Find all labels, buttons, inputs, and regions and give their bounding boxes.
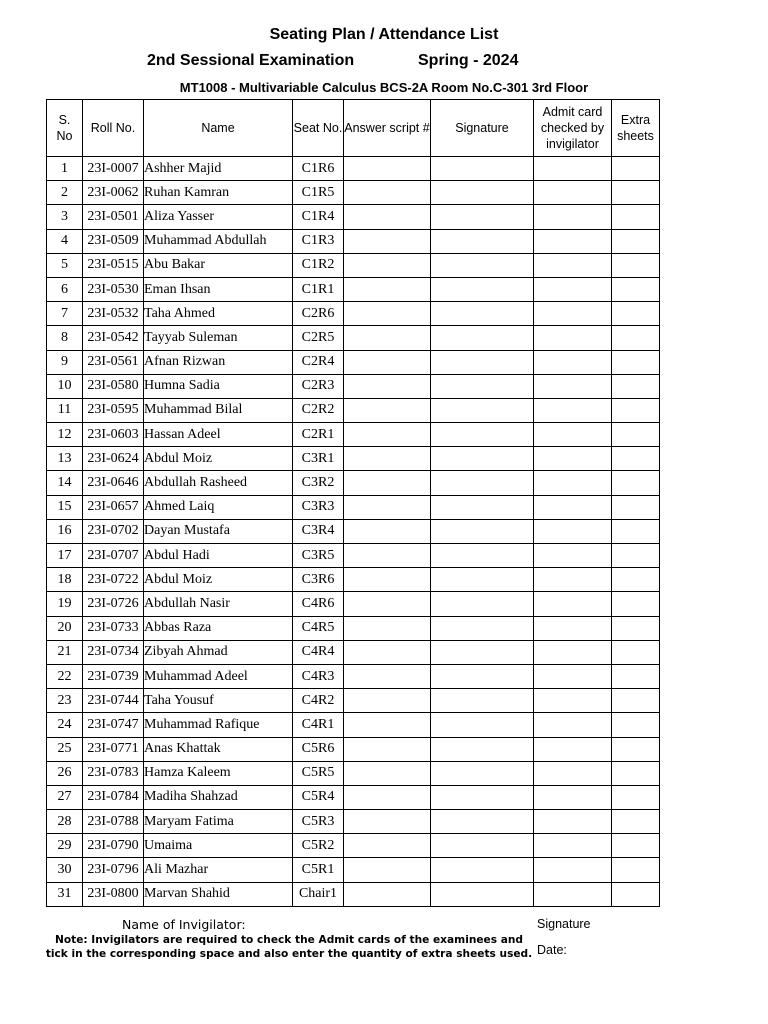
extra-sheets-cell (612, 737, 660, 761)
admit-card-cell (534, 398, 612, 422)
signature-cell (431, 737, 534, 761)
table-row (47, 423, 660, 447)
seat-number-cell: C4R3 (293, 664, 344, 688)
table-row (47, 181, 660, 205)
signature-cell (431, 302, 534, 326)
header-answer-script: Answer script # (344, 100, 431, 157)
admit-card-cell (534, 205, 612, 229)
table-row (47, 640, 660, 664)
roll-number-cell: 23I-0726 (83, 592, 144, 616)
serial-number-cell: 29 (47, 834, 83, 858)
table-row (47, 713, 660, 737)
admit-card-cell (534, 713, 612, 737)
admit-card-cell (534, 834, 612, 858)
answer-script-cell (344, 157, 431, 181)
answer-script-cell (344, 495, 431, 519)
roll-number-cell: 23I-0739 (83, 664, 144, 688)
table-row (47, 785, 660, 809)
extra-sheets-cell (612, 277, 660, 301)
extra-sheets-cell (612, 253, 660, 277)
admit-card-cell (534, 495, 612, 519)
seat-number-cell: Chair1 (293, 882, 344, 906)
answer-script-cell (344, 785, 431, 809)
header-admit-card: Admit card checked by invigilator (534, 100, 612, 157)
serial-number-cell: 7 (47, 302, 83, 326)
roll-number-cell: 23I-0747 (83, 713, 144, 737)
extra-sheets-cell (612, 374, 660, 398)
student-name-cell: Anas Khattak (144, 737, 293, 761)
serial-number-cell: 12 (47, 423, 83, 447)
serial-number-cell: 22 (47, 664, 83, 688)
signature-cell (431, 785, 534, 809)
roll-number-cell: 23I-0646 (83, 471, 144, 495)
invigilator-note-line-1: Note: Invigilators are required to check the Admit cards of the examinees and (54, 934, 524, 946)
answer-script-cell (344, 640, 431, 664)
signature-cell (431, 640, 534, 664)
serial-number-cell: 3 (47, 205, 83, 229)
seat-number-cell: C4R5 (293, 616, 344, 640)
table-header-row (47, 100, 660, 157)
extra-sheets-cell (612, 398, 660, 422)
admit-card-cell (534, 689, 612, 713)
signature-cell (431, 471, 534, 495)
table-row (47, 834, 660, 858)
seat-number-cell: C1R1 (293, 277, 344, 301)
serial-number-cell: 2 (47, 181, 83, 205)
student-name-cell: Ruhan Kamran (144, 181, 293, 205)
student-name-cell: Ali Mazhar (144, 858, 293, 882)
seat-number-cell: C4R2 (293, 689, 344, 713)
roll-number-cell: 23I-0790 (83, 834, 144, 858)
student-name-cell: Ashher Majid (144, 157, 293, 181)
student-name-cell: Zibyah Ahmad (144, 640, 293, 664)
table-row (47, 350, 660, 374)
seat-number-cell: C2R3 (293, 374, 344, 398)
seat-number-cell: C2R2 (293, 398, 344, 422)
admit-card-cell (534, 423, 612, 447)
signature-cell (431, 398, 534, 422)
roll-number-cell: 23I-0501 (83, 205, 144, 229)
roll-number-cell: 23I-0530 (83, 277, 144, 301)
seat-number-cell: C1R6 (293, 157, 344, 181)
answer-script-cell (344, 229, 431, 253)
admit-card-cell (534, 640, 612, 664)
roll-number-cell: 23I-0784 (83, 785, 144, 809)
answer-script-cell (344, 713, 431, 737)
roll-number-cell: 23I-0707 (83, 544, 144, 568)
answer-script-cell (344, 689, 431, 713)
extra-sheets-cell (612, 350, 660, 374)
admit-card-cell (534, 471, 612, 495)
table-row (47, 374, 660, 398)
admit-card-cell (534, 519, 612, 543)
signature-cell (431, 882, 534, 906)
serial-number-cell: 8 (47, 326, 83, 350)
extra-sheets-cell (612, 785, 660, 809)
student-name-cell: Abdul Moiz (144, 447, 293, 471)
header-roll-no: Roll No. (83, 100, 144, 157)
seat-number-cell: C3R2 (293, 471, 344, 495)
signature-cell (431, 157, 534, 181)
signature-cell (431, 713, 534, 737)
extra-sheets-cell (612, 640, 660, 664)
header-seat-no: Seat No. (293, 100, 344, 157)
signature-cell (431, 374, 534, 398)
signature-cell (431, 326, 534, 350)
seat-number-cell: C2R6 (293, 302, 344, 326)
seat-number-cell: C3R1 (293, 447, 344, 471)
seat-number-cell: C5R2 (293, 834, 344, 858)
admit-card-cell (534, 229, 612, 253)
answer-script-cell (344, 544, 431, 568)
student-name-cell: Humna Sadia (144, 374, 293, 398)
signature-cell (431, 205, 534, 229)
table-row (47, 302, 660, 326)
extra-sheets-cell (612, 205, 660, 229)
answer-script-cell (344, 277, 431, 301)
serial-number-cell: 14 (47, 471, 83, 495)
seat-number-cell: C3R6 (293, 568, 344, 592)
seat-number-cell: C5R1 (293, 858, 344, 882)
answer-script-cell (344, 858, 431, 882)
admit-card-cell (534, 326, 612, 350)
serial-number-cell: 19 (47, 592, 83, 616)
roll-number-cell: 23I-0796 (83, 858, 144, 882)
roll-number-cell: 23I-0800 (83, 882, 144, 906)
signature-cell (431, 761, 534, 785)
extra-sheets-cell (612, 519, 660, 543)
signature-cell (431, 350, 534, 374)
serial-number-cell: 16 (47, 519, 83, 543)
answer-script-cell (344, 810, 431, 834)
answer-script-cell (344, 253, 431, 277)
signature-cell (431, 495, 534, 519)
answer-script-cell (344, 882, 431, 906)
signature-cell (431, 592, 534, 616)
answer-script-cell (344, 519, 431, 543)
student-name-cell: Taha Yousuf (144, 689, 293, 713)
signature-cell (431, 229, 534, 253)
roll-number-cell: 23I-0561 (83, 350, 144, 374)
admit-card-cell (534, 302, 612, 326)
extra-sheets-cell (612, 810, 660, 834)
header-signature: Signature (431, 100, 534, 157)
student-name-cell: Umaima (144, 834, 293, 858)
roll-number-cell: 23I-0509 (83, 229, 144, 253)
admit-card-cell (534, 882, 612, 906)
admit-card-cell (534, 181, 612, 205)
signature-cell (431, 253, 534, 277)
admit-card-cell (534, 616, 612, 640)
student-name-cell: Abbas Raza (144, 616, 293, 640)
student-name-cell: Abdul Hadi (144, 544, 293, 568)
extra-sheets-cell (612, 471, 660, 495)
signature-cell (431, 277, 534, 301)
seat-number-cell: C1R2 (293, 253, 344, 277)
answer-script-cell (344, 181, 431, 205)
attendance-table (46, 99, 660, 907)
signature-cell (431, 181, 534, 205)
signature-cell (431, 544, 534, 568)
student-name-cell: Aliza Yasser (144, 205, 293, 229)
serial-number-cell: 9 (47, 350, 83, 374)
student-name-cell: Muhammad Abdullah (144, 229, 293, 253)
serial-number-cell: 21 (47, 640, 83, 664)
invigilator-name-label: Name of Invigilator: (122, 917, 246, 932)
extra-sheets-cell (612, 326, 660, 350)
extra-sheets-cell (612, 495, 660, 519)
admit-card-cell (534, 568, 612, 592)
student-name-cell: Hamza Kaleem (144, 761, 293, 785)
serial-number-cell: 18 (47, 568, 83, 592)
extra-sheets-cell (612, 713, 660, 737)
answer-script-cell (344, 326, 431, 350)
serial-number-cell: 20 (47, 616, 83, 640)
student-name-cell: Abdullah Nasir (144, 592, 293, 616)
serial-number-cell: 15 (47, 495, 83, 519)
answer-script-cell (344, 568, 431, 592)
admit-card-cell (534, 374, 612, 398)
answer-script-cell (344, 302, 431, 326)
roll-number-cell: 23I-0007 (83, 157, 144, 181)
seat-number-cell: C3R5 (293, 544, 344, 568)
roll-number-cell: 23I-0744 (83, 689, 144, 713)
answer-script-cell (344, 350, 431, 374)
student-name-cell: Abdullah Rasheed (144, 471, 293, 495)
header-extra-sheets: Extra sheets (612, 100, 660, 157)
table-row (47, 664, 660, 688)
roll-number-cell: 23I-0734 (83, 640, 144, 664)
answer-script-cell (344, 447, 431, 471)
admit-card-cell (534, 277, 612, 301)
extra-sheets-cell (612, 761, 660, 785)
student-name-cell: Taha Ahmed (144, 302, 293, 326)
signature-cell (431, 519, 534, 543)
roll-number-cell: 23I-0595 (83, 398, 144, 422)
student-name-cell: Eman Ihsan (144, 277, 293, 301)
signature-cell (431, 810, 534, 834)
answer-script-cell (344, 205, 431, 229)
student-name-cell: Maryam Fatima (144, 810, 293, 834)
signature-cell (431, 834, 534, 858)
student-name-cell: Abdul Moiz (144, 568, 293, 592)
roll-number-cell: 23I-0733 (83, 616, 144, 640)
extra-sheets-cell (612, 616, 660, 640)
table-row (47, 568, 660, 592)
student-name-cell: Abu Bakar (144, 253, 293, 277)
answer-script-cell (344, 616, 431, 640)
student-name-cell: Hassan Adeel (144, 423, 293, 447)
answer-script-cell (344, 423, 431, 447)
signature-cell (431, 447, 534, 471)
table-row (47, 157, 660, 181)
serial-number-cell: 28 (47, 810, 83, 834)
roll-number-cell: 23I-0657 (83, 495, 144, 519)
admit-card-cell (534, 737, 612, 761)
extra-sheets-cell (612, 423, 660, 447)
table-row (47, 519, 660, 543)
roll-number-cell: 23I-0062 (83, 181, 144, 205)
extra-sheets-cell (612, 858, 660, 882)
admit-card-cell (534, 447, 612, 471)
admit-card-cell (534, 544, 612, 568)
roll-number-cell: 23I-0771 (83, 737, 144, 761)
invigilator-note-line-2: tick in the corresponding space and also enter the quantity of extra sheets used. (45, 948, 533, 960)
table-row (47, 592, 660, 616)
table-row (47, 471, 660, 495)
admit-card-cell (534, 350, 612, 374)
roll-number-cell: 23I-0702 (83, 519, 144, 543)
extra-sheets-cell (612, 592, 660, 616)
table-row (47, 229, 660, 253)
table-row (47, 737, 660, 761)
serial-number-cell: 1 (47, 157, 83, 181)
extra-sheets-cell (612, 302, 660, 326)
seat-number-cell: C2R1 (293, 423, 344, 447)
seat-number-cell: C4R1 (293, 713, 344, 737)
serial-number-cell: 23 (47, 689, 83, 713)
seat-number-cell: C5R3 (293, 810, 344, 834)
student-name-cell: Marvan Shahid (144, 882, 293, 906)
course-room-line: MT1008 - Multivariable Calculus BCS-2A Room No.C-301 3rd Floor (179, 80, 589, 95)
answer-script-cell (344, 737, 431, 761)
student-name-cell: Muhammad Rafique (144, 713, 293, 737)
student-name-cell: Tayyab Suleman (144, 326, 293, 350)
roll-number-cell: 23I-0580 (83, 374, 144, 398)
admit-card-cell (534, 664, 612, 688)
serial-number-cell: 4 (47, 229, 83, 253)
table-row (47, 398, 660, 422)
answer-script-cell (344, 374, 431, 398)
seat-number-cell: C1R5 (293, 181, 344, 205)
serial-number-cell: 30 (47, 858, 83, 882)
roll-number-cell: 23I-0603 (83, 423, 144, 447)
serial-number-cell: 6 (47, 277, 83, 301)
answer-script-cell (344, 592, 431, 616)
student-name-cell: Ahmed Laiq (144, 495, 293, 519)
table-row (47, 689, 660, 713)
admit-card-cell (534, 592, 612, 616)
signature-cell (431, 858, 534, 882)
seat-number-cell: C4R6 (293, 592, 344, 616)
extra-sheets-cell (612, 181, 660, 205)
answer-script-cell (344, 664, 431, 688)
serial-number-cell: 24 (47, 713, 83, 737)
roll-number-cell: 23I-0515 (83, 253, 144, 277)
extra-sheets-cell (612, 544, 660, 568)
signature-cell (431, 616, 534, 640)
extra-sheets-cell (612, 447, 660, 471)
table-row (47, 544, 660, 568)
signature-cell (431, 568, 534, 592)
table-row (47, 205, 660, 229)
table-row (47, 495, 660, 519)
invigilator-signature-label: Signature (537, 917, 591, 931)
seat-number-cell: C5R5 (293, 761, 344, 785)
extra-sheets-cell (612, 689, 660, 713)
admit-card-cell (534, 785, 612, 809)
admit-card-cell (534, 858, 612, 882)
seat-number-cell: C4R4 (293, 640, 344, 664)
header-name: Name (144, 100, 293, 157)
roll-number-cell: 23I-0783 (83, 761, 144, 785)
extra-sheets-cell (612, 157, 660, 181)
header-sno: S. No (47, 100, 83, 157)
extra-sheets-cell (612, 834, 660, 858)
seat-number-cell: C5R4 (293, 785, 344, 809)
seat-number-cell: C2R5 (293, 326, 344, 350)
seat-number-cell: C1R3 (293, 229, 344, 253)
seat-number-cell: C1R4 (293, 205, 344, 229)
serial-number-cell: 27 (47, 785, 83, 809)
table-row (47, 882, 660, 906)
admit-card-cell (534, 253, 612, 277)
serial-number-cell: 11 (47, 398, 83, 422)
table-row (47, 277, 660, 301)
signature-cell (431, 664, 534, 688)
signature-cell (431, 689, 534, 713)
roll-number-cell: 23I-0624 (83, 447, 144, 471)
extra-sheets-cell (612, 664, 660, 688)
answer-script-cell (344, 834, 431, 858)
date-label: Date: (537, 943, 567, 957)
student-name-cell: Muhammad Bilal (144, 398, 293, 422)
sheet-title: Seating Plan / Attendance List (269, 26, 499, 43)
student-name-cell: Afnan Rizwan (144, 350, 293, 374)
roll-number-cell: 23I-0788 (83, 810, 144, 834)
extra-sheets-cell (612, 882, 660, 906)
table-row (47, 447, 660, 471)
answer-script-cell (344, 471, 431, 495)
serial-number-cell: 17 (47, 544, 83, 568)
answer-script-cell (344, 398, 431, 422)
admit-card-cell (534, 810, 612, 834)
roll-number-cell: 23I-0532 (83, 302, 144, 326)
admit-card-cell (534, 157, 612, 181)
admit-card-cell (534, 761, 612, 785)
seat-number-cell: C5R6 (293, 737, 344, 761)
table-row (47, 326, 660, 350)
seat-number-cell: C2R4 (293, 350, 344, 374)
student-name-cell: Dayan Mustafa (144, 519, 293, 543)
serial-number-cell: 25 (47, 737, 83, 761)
extra-sheets-cell (612, 568, 660, 592)
seat-number-cell: C3R4 (293, 519, 344, 543)
serial-number-cell: 31 (47, 882, 83, 906)
serial-number-cell: 5 (47, 253, 83, 277)
seat-number-cell: C3R3 (293, 495, 344, 519)
table-row (47, 616, 660, 640)
roll-number-cell: 23I-0542 (83, 326, 144, 350)
exam-name: 2nd Sessional Examination (147, 52, 355, 69)
answer-script-cell (344, 761, 431, 785)
extra-sheets-cell (612, 229, 660, 253)
table-row (47, 761, 660, 785)
table-row (47, 858, 660, 882)
serial-number-cell: 10 (47, 374, 83, 398)
signature-cell (431, 423, 534, 447)
table-row (47, 253, 660, 277)
serial-number-cell: 26 (47, 761, 83, 785)
serial-number-cell: 13 (47, 447, 83, 471)
student-name-cell: Muhammad Adeel (144, 664, 293, 688)
exam-term: Spring - 2024 (418, 52, 519, 69)
table-row (47, 810, 660, 834)
roll-number-cell: 23I-0722 (83, 568, 144, 592)
student-name-cell: Madiha Shahzad (144, 785, 293, 809)
